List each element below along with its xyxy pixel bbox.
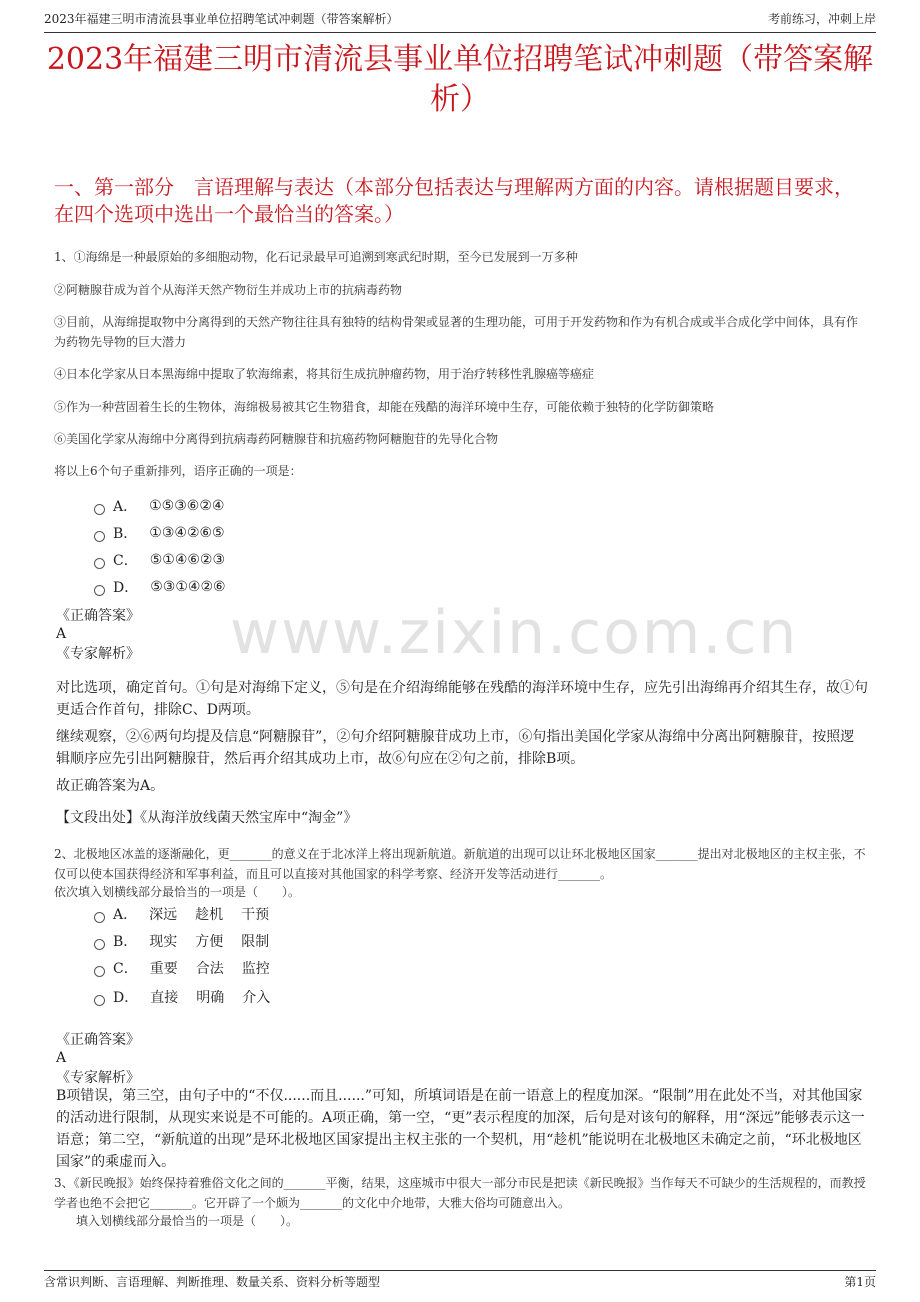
q1-option-a[interactable]: A． ①⑤③⑥②④ <box>94 496 224 516</box>
q1-analysis-label: 《专家解析》 <box>56 646 140 662</box>
page-header <box>44 10 876 33</box>
q2-option-c[interactable]: C． 重要 合法 监控 <box>94 958 288 978</box>
radio-icon[interactable] <box>94 531 105 542</box>
q1-analysis-3: 故正确答案为A。 <box>56 778 165 794</box>
footer-left: 含常识判断、言语理解、判断推理、数量关系、资料分析等题型 <box>44 1275 381 1289</box>
q1-sentence-3: ③目前，从海绵提取物中分离得到的天然产物往往具有独特的结构骨架或显著的生理功能，可用于开发药物和作为有机合成或半合成化学中间体，具有作为药物先导物的巨大潜力 <box>54 315 859 349</box>
radio-icon[interactable] <box>94 912 105 923</box>
header-left: 2023年福建三明市清流县事业单位招聘笔试冲刺题（带答案解析） <box>44 12 399 26</box>
q2-analysis: B项错误，第三空，由句子中的“不仅......而且......”可知，所填词语是在前一语意上的程度加深。“限制”用在此处不当，对其他国家的活动进行限制，从现实来说是不可能的。A项正确，第一空，“更”表示程度的加深，后句是对该句的解释，用“深远”能够表示这一语意；第二空，“新航道的出现”是环北极地区国家提出主权主张的一个契机，用“趁机”能说明在北极地区未确定之前，“环北极地区国家”的乘虚而入。 <box>56 1088 865 1170</box>
radio-icon[interactable] <box>94 966 105 977</box>
document-title: 2023年福建三明市清流县事业单位招聘笔试冲刺题（带答案解析） <box>46 42 874 117</box>
q2-answer-label: 《正确答案》 <box>56 1032 140 1048</box>
q1-analysis-2: 继续观察，②⑥两句均提及信息“阿糖腺苷”，②句介绍阿糖腺苷成功上市，⑥句指出美国化学家从海绵中分离出阿糖腺苷，按照逻辑顺序应先引出阿糖腺苷，然后再介绍其成功上市，故⑥句应在②句之前，排除B项。 <box>56 729 855 767</box>
q2-analysis-label: 《专家解析》 <box>56 1070 140 1086</box>
q1-sentence-6: ⑥美国化学家从海绵中分离得到抗病毒药阿糖腺苷和抗癌药物阿糖胞苷的先导化合物 <box>54 432 499 446</box>
q1-option-b[interactable]: B． ①③④②⑥⑤ <box>94 523 225 543</box>
radio-icon[interactable] <box>94 585 105 596</box>
radio-icon[interactable] <box>94 995 105 1006</box>
q2-answer: A <box>56 1050 67 1066</box>
q1-analysis-1: 对比选项，确定首句。①句是对海绵下定义，⑤句是在介绍海绵能够在残酷的海洋环境中生存，应先引出海绵再介绍其生存，故①句更适合作首句，排除C、D两项。 <box>56 680 868 718</box>
q1-sentence-2: ②阿糖腺苷成为首个从海洋天然产物衍生并成功上市的抗病毒药物 <box>54 283 403 297</box>
q1-answer: A <box>56 626 67 642</box>
radio-icon[interactable] <box>94 558 105 569</box>
q1-answer-label: 《正确答案》 <box>56 608 140 624</box>
q2-option-b[interactable]: B． 现实 方便 限制 <box>94 931 287 951</box>
q2-option-d[interactable]: D． 直接 明确 介入 <box>94 987 288 1007</box>
header-right: 考前练习，冲刺上岸 <box>767 12 876 26</box>
section-title: 一、第一部分 言语理解与表达（本部分包括表达与理解两方面的内容。请根据题目要求，在四个选项中选出一个最恰当的答案。） <box>54 175 854 226</box>
page-footer <box>44 1270 876 1289</box>
watermark: www.zixin.com.cn <box>230 598 799 668</box>
q1-sentence-1: 1、①海绵是一种最原始的多细胞动物，化石记录最早可追溯到寒武纪时期，至今已发展到一万多种 <box>54 250 578 264</box>
radio-icon[interactable] <box>94 504 105 515</box>
radio-icon[interactable] <box>94 939 105 950</box>
q3-stem: 3、《新民晚报》始终保持着雅俗文化之间的_______平衡，结果，这座城市中很大一部分市民是把读《新民晚报》当作每天不可缺少的生活规程的，而教授学者也绝不会把它_______。它开辟了一个颇为_______的文化中介地带，大雅大俗均可随意出入。 <box>54 1176 866 1210</box>
q1-prompt: 将以上6个句子重新排列，语序正确的一项是： <box>54 464 302 478</box>
q1-source: 【文段出处】《从海洋放线菌天然宝库中“淘金”》 <box>56 810 358 826</box>
page-number: 第1页 <box>844 1275 876 1289</box>
q1-sentence-5: ⑤作为一种营固着生长的生物体，海绵极易被其它生物猎食，却能在残酷的海洋环境中生存，可能依赖于独特的化学防御策略 <box>54 400 715 414</box>
q1-option-c[interactable]: C． ⑤①④⑥②③ <box>94 550 225 570</box>
q1-sentence-4: ④日本化学家从日本黑海绵中提取了软海绵素，将其衍生成抗肿瘤药物，用于治疗转移性乳腺癌等癌症 <box>54 367 595 381</box>
q2-prompt: 依次填入划横线部分最恰当的一项是（ ）。 <box>54 885 301 899</box>
q3-prompt: 填入划横线部分最恰当的一项是（ ）。 <box>76 1214 299 1228</box>
q2-option-a[interactable]: A． 深远 趁机 干预 <box>94 904 287 924</box>
q1-option-d[interactable]: D． ⑤③①④②⑥ <box>94 577 226 597</box>
q2-stem: 2、北极地区冰盖的逐渐融化，更_______的意义在于北冰洋上将出现新航道。新航道的出现可以让环北极地区国家_______提出对北极地区的主权主张，不仅可以使本国获得经济和军事利益，而且可以直接对其他国家的科学考察、经济开发等活动进行_______。 <box>54 847 866 881</box>
